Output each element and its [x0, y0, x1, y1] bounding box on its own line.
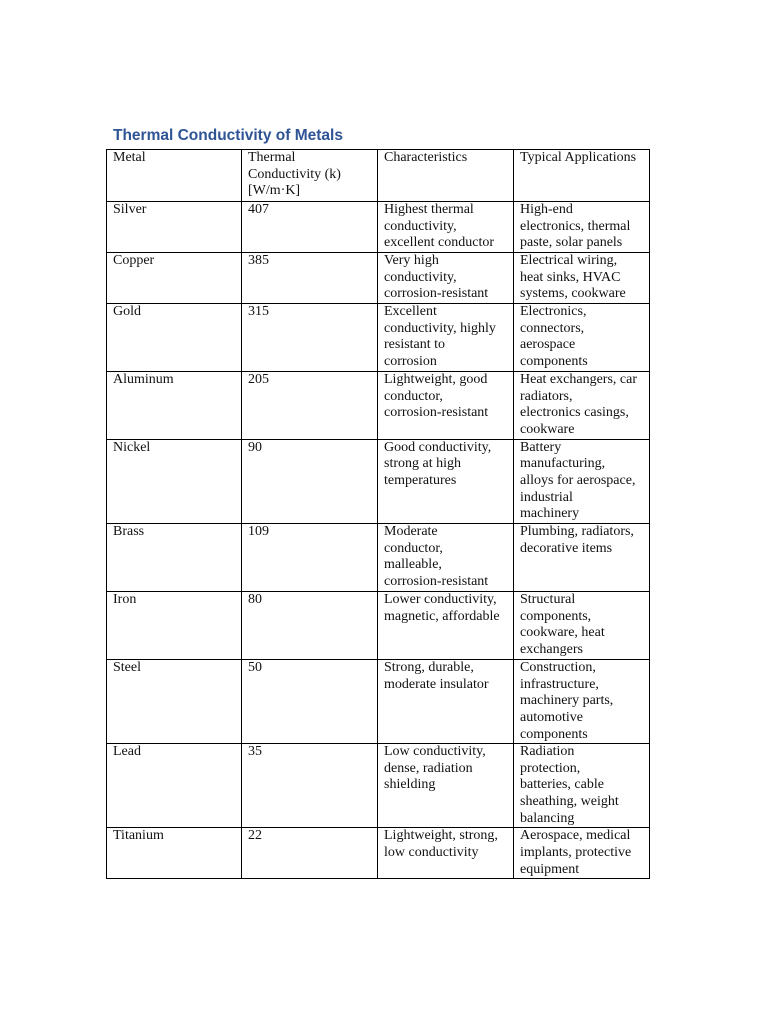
table-row	[107, 303, 650, 371]
cell-metal: Aluminum	[107, 371, 242, 439]
cell-metal: Lead	[107, 744, 242, 828]
cell-thermal-conductivity: 90	[242, 439, 378, 523]
cell-characteristics: Excellent conductivity, highly resistant to corrosion	[378, 303, 514, 371]
table-row	[107, 439, 650, 523]
cell-metal: Iron	[107, 591, 242, 659]
cell-characteristics: Good conductivity, strong at high temperatures	[378, 439, 514, 523]
cell-metal: Steel	[107, 659, 242, 743]
cell-typical-applications: Electronics, connectors, aerospace components	[514, 303, 650, 371]
cell-thermal-conductivity: 205	[242, 371, 378, 439]
cell-characteristics: Low conductivity, dense, radiation shielding	[378, 744, 514, 828]
cell-thermal-conductivity: 35	[242, 744, 378, 828]
metals-table	[106, 149, 650, 879]
cell-thermal-conductivity: 80	[242, 591, 378, 659]
cell-typical-applications: Aerospace, medical implants, protective equipment	[514, 828, 650, 879]
cell-thermal-conductivity: 22	[242, 828, 378, 879]
table-header-row	[107, 150, 650, 202]
cell-thermal-conductivity: 407	[242, 202, 378, 253]
cell-typical-applications: Construction, infrastructure, machinery parts, automotive components	[514, 659, 650, 743]
cell-characteristics: Lightweight, good conductor, corrosion-resistant	[378, 371, 514, 439]
cell-thermal-conductivity: 50	[242, 659, 378, 743]
column-header-metal: Metal	[107, 150, 242, 202]
cell-typical-applications: High-end electronics, thermal paste, solar panels	[514, 202, 650, 253]
cell-characteristics: Moderate conductor, malleable, corrosion-resistant	[378, 523, 514, 591]
column-header-characteristics: Characteristics	[378, 150, 514, 202]
cell-typical-applications: Electrical wiring, heat sinks, HVAC systems, cookware	[514, 252, 650, 303]
cell-characteristics: Lightweight, strong, low conductivity	[378, 828, 514, 879]
table-row	[107, 828, 650, 879]
cell-metal: Titanium	[107, 828, 242, 879]
table-row	[107, 252, 650, 303]
cell-thermal-conductivity: 385	[242, 252, 378, 303]
document-title: Thermal Conductivity of Metals	[113, 127, 343, 144]
cell-thermal-conductivity: 315	[242, 303, 378, 371]
table-row	[107, 371, 650, 439]
cell-metal: Nickel	[107, 439, 242, 523]
cell-typical-applications: Structural components, cookware, heat exchangers	[514, 591, 650, 659]
cell-metal: Brass	[107, 523, 242, 591]
table-row	[107, 591, 650, 659]
cell-characteristics: Highest thermal conductivity, excellent conductor	[378, 202, 514, 253]
table-row	[107, 659, 650, 743]
column-header-thermal-conductivity: Thermal Conductivity (k) [W/m·K]	[242, 150, 378, 202]
table-row	[107, 523, 650, 591]
cell-typical-applications: Battery manufacturing, alloys for aerospace, industrial machinery	[514, 439, 650, 523]
table-row	[107, 744, 650, 828]
cell-metal: Gold	[107, 303, 242, 371]
cell-characteristics: Lower conductivity, magnetic, affordable	[378, 591, 514, 659]
cell-characteristics: Very high conductivity, corrosion-resistant	[378, 252, 514, 303]
cell-metal: Copper	[107, 252, 242, 303]
table-row	[107, 202, 650, 253]
cell-typical-applications: Heat exchangers, car radiators, electronics casings, cookware	[514, 371, 650, 439]
column-header-typical-applications: Typical Applications	[514, 150, 650, 202]
cell-thermal-conductivity: 109	[242, 523, 378, 591]
cell-characteristics: Strong, durable, moderate insulator	[378, 659, 514, 743]
cell-typical-applications: Plumbing, radiators, decorative items	[514, 523, 650, 591]
cell-metal: Silver	[107, 202, 242, 253]
cell-typical-applications: Radiation protection, batteries, cable sheathing, weight balancing	[514, 744, 650, 828]
